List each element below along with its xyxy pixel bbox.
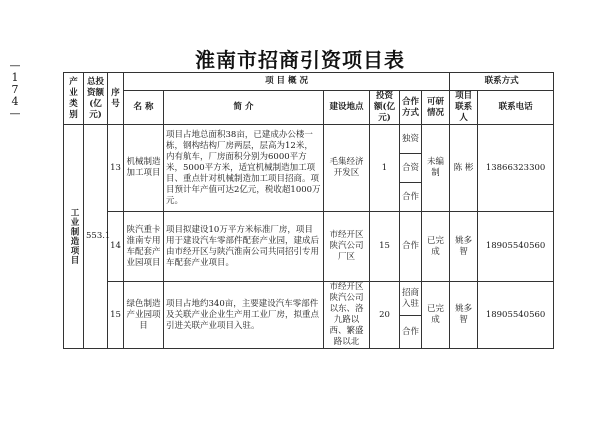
coop-cell: 合作: [400, 212, 422, 282]
coop-cell: 招商入驻: [400, 282, 422, 316]
header-contact-person: 项目联系人: [450, 91, 478, 125]
header-industry-category: 产业类别: [64, 73, 84, 125]
location-cell: 市经开区陕汽公司厂区: [324, 212, 370, 282]
header-intro: 简 介: [164, 91, 324, 125]
project-name-cell: 陕汽重卡淮南专用车配套产业园项目: [124, 212, 164, 282]
project-name-cell: 绿色制造产业园项目: [124, 282, 164, 349]
phone-cell: 18905540560: [478, 282, 554, 349]
investment-cell: 1: [370, 125, 400, 212]
table-row: [64, 125, 554, 154]
project-table: [63, 72, 554, 349]
coop-cell: 合作: [400, 316, 422, 349]
phone-cell: 18905540560: [478, 212, 554, 282]
contact-person-cell: 姚多智: [450, 212, 478, 282]
project-intro-cell: 项目占地总面积38亩，已建成办公楼一栋，钢构结构厂房两层，层高为12米，内有航车，厂房面积分别为6000平方米，5000平方米，适宜机械制造加工项目、重点针对机械制造加工项目招商。项目预计年产值可达2亿元，税收超1000万元。: [164, 125, 324, 212]
phone-cell: 13866323300: [478, 125, 554, 212]
investment-cell: 15: [370, 212, 400, 282]
category-cell: [64, 125, 84, 349]
header-name: 名 称: [124, 91, 164, 125]
location-cell: 毛集经济开发区: [324, 125, 370, 212]
coop-cell: 合作: [400, 183, 422, 212]
project-intro-cell: 项目拟建设10万平方米标准厂房，项目用于建设汽车零部件配套产业园，建成后由市经开区与陕汽淮南公司共同招引专用车配套产业项目。: [164, 212, 324, 282]
seq-cell: 13: [108, 125, 124, 212]
total-investment-cell: 553.1: [84, 125, 108, 349]
feasibility-cell: 已完成: [422, 282, 450, 349]
header-location: 建设地点: [324, 91, 370, 125]
header-coop-method: 合作方式: [400, 91, 422, 125]
contact-person-cell: 陈 彬: [450, 125, 478, 212]
feasibility-cell: 未编制: [422, 125, 450, 212]
contact-person-cell: 姚多智: [450, 282, 478, 349]
investment-cell: 20: [370, 282, 400, 349]
seq-cell: 15: [108, 282, 124, 349]
project-intro-cell: 项目占地约340亩，主要建设汽车零部件及关联产业企业生产用工业厂房，拟重点引进关联产业项目入驻。: [164, 282, 324, 349]
project-name-cell: 机械制造加工项目: [124, 125, 164, 212]
header-feasibility: 可研情况: [422, 91, 450, 125]
category-label: 工业制造项目: [69, 208, 79, 265]
header-investment: 投资额(亿元): [370, 91, 400, 125]
seq-cell: 14: [108, 212, 124, 282]
header-project-overview: 项 目 概 况: [124, 73, 450, 91]
table-row: [64, 212, 554, 282]
location-cell: 市经开区陕汽公司以东、洛九路以西、繁盛路以北: [324, 282, 370, 349]
header-phone: 联系电话: [478, 91, 554, 125]
header-total-investment: 总投资额(亿元): [84, 73, 108, 125]
page-number: — 1 7 4 —: [9, 59, 21, 120]
table-row: [64, 282, 554, 316]
coop-cell: 合资: [400, 154, 422, 183]
feasibility-cell: 已完成: [422, 212, 450, 282]
coop-cell: 独资: [400, 125, 422, 154]
page-title: 淮南市招商引资项目表: [195, 48, 405, 72]
header-contact-method: 联系方式: [450, 73, 554, 91]
header-seq: 序号: [108, 73, 124, 125]
